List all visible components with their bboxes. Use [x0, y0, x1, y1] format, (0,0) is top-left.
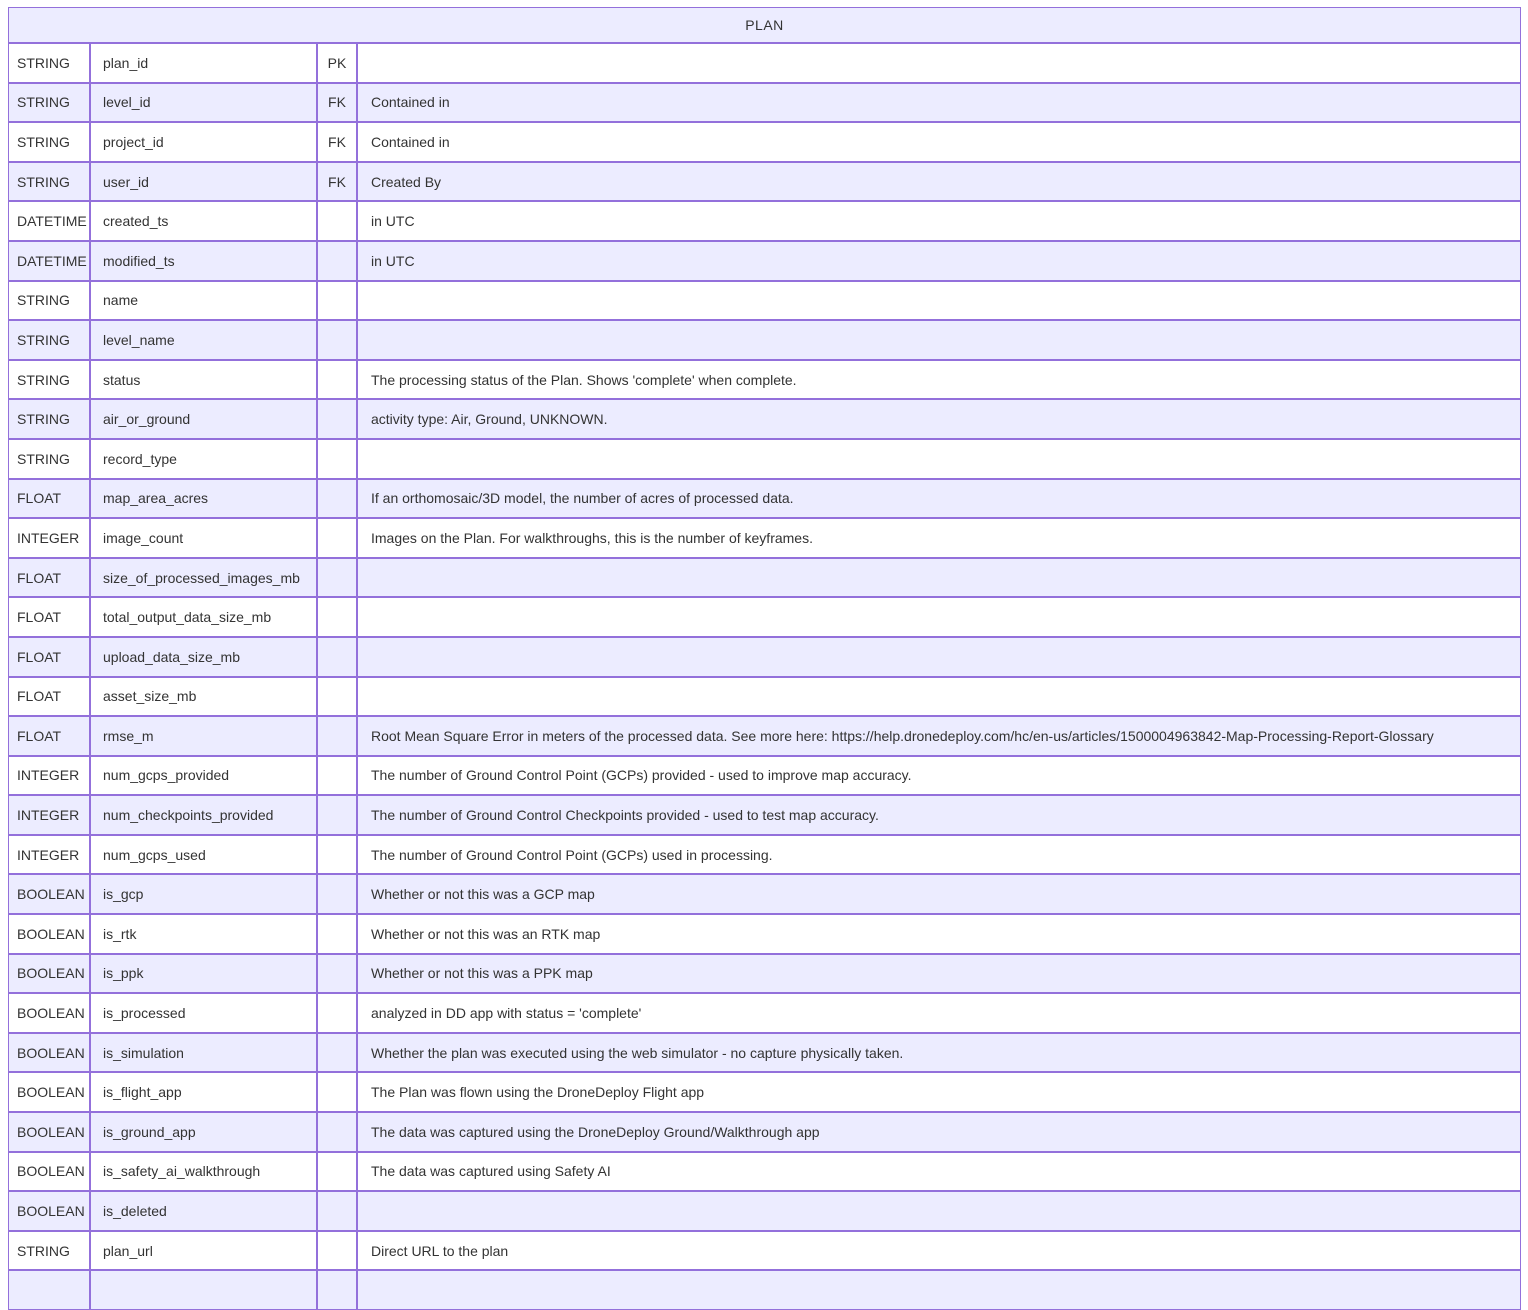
- attribute-type: BOOLEAN: [8, 914, 90, 954]
- attribute-row: [8, 320, 1521, 360]
- attribute-comment: If an orthomosaic/3D model, the number of acres of processed data.: [357, 479, 1521, 519]
- attribute-type: BOOLEAN: [8, 993, 90, 1033]
- attribute-key: [317, 281, 357, 321]
- attribute-type: FLOAT: [8, 597, 90, 637]
- attribute-type: INTEGER: [8, 518, 90, 558]
- attribute-row: [8, 1152, 1521, 1192]
- attribute-type: BOOLEAN: [8, 1112, 90, 1152]
- attribute-key: [317, 399, 357, 439]
- attribute-type: STRING: [8, 162, 90, 202]
- attribute-key: [317, 677, 357, 717]
- attribute-row: [8, 201, 1521, 241]
- attribute-key: [317, 637, 357, 677]
- attribute-type: STRING: [8, 360, 90, 400]
- attribute-type: INTEGER: [8, 795, 90, 835]
- attribute-comment: [357, 320, 1521, 360]
- attribute-type: BOOLEAN: [8, 1191, 90, 1231]
- attribute-name: is_simulation: [90, 1033, 317, 1073]
- attribute-comment: [357, 281, 1521, 321]
- entity-header-row: [8, 7, 1521, 43]
- attribute-row: [8, 558, 1521, 598]
- attribute-comment: Whether or not this was a PPK map: [357, 954, 1521, 994]
- attribute-row: [8, 677, 1521, 717]
- attribute-comment: [357, 558, 1521, 598]
- attribute-key: [317, 1112, 357, 1152]
- attribute-key: FK: [317, 83, 357, 123]
- attribute-name: is_flight_app: [90, 1072, 317, 1112]
- attribute-row: [8, 756, 1521, 796]
- attribute-name: num_gcps_provided: [90, 756, 317, 796]
- attribute-name: num_gcps_used: [90, 835, 317, 875]
- er-diagram: [8, 7, 1521, 1310]
- attribute-name: num_checkpoints_provided: [90, 795, 317, 835]
- attribute-row: [8, 954, 1521, 994]
- attribute-comment: [357, 1191, 1521, 1231]
- attribute-comment: in UTC: [357, 241, 1521, 281]
- attribute-name: total_output_data_size_mb: [90, 597, 317, 637]
- attribute-key: [317, 874, 357, 914]
- attribute-type: STRING: [8, 122, 90, 162]
- attribute-name: is_deleted: [90, 1191, 317, 1231]
- attribute-row: [8, 439, 1521, 479]
- attribute-comment: The number of Ground Control Checkpoints provided - used to test map accuracy.: [357, 795, 1521, 835]
- attribute-row: [8, 1033, 1521, 1073]
- attribute-type: FLOAT: [8, 479, 90, 519]
- attribute-row: [8, 835, 1521, 875]
- attribute-key: [317, 993, 357, 1033]
- attribute-name: plan_id: [90, 43, 317, 83]
- attribute-key: [317, 1072, 357, 1112]
- attribute-type: STRING: [8, 43, 90, 83]
- attribute-key: PK: [317, 43, 357, 83]
- attribute-row: [8, 1191, 1521, 1231]
- attribute-key: [317, 795, 357, 835]
- attribute-comment: The number of Ground Control Point (GCPs) provided - used to improve map accuracy.: [357, 756, 1521, 796]
- attribute-comment: The number of Ground Control Point (GCPs) used in processing.: [357, 835, 1521, 875]
- attribute-key: [317, 1191, 357, 1231]
- attribute-type: STRING: [8, 281, 90, 321]
- attribute-key: [317, 320, 357, 360]
- attribute-comment: [357, 637, 1521, 677]
- attribute-row: [8, 281, 1521, 321]
- attribute-comment: [357, 439, 1521, 479]
- attribute-key: [317, 1270, 357, 1310]
- attribute-key: FK: [317, 162, 357, 202]
- attribute-name: air_or_ground: [90, 399, 317, 439]
- attribute-name: status: [90, 360, 317, 400]
- attribute-row: [8, 518, 1521, 558]
- attribute-row: [8, 874, 1521, 914]
- attribute-type: INTEGER: [8, 756, 90, 796]
- attribute-key: [317, 716, 357, 756]
- attribute-name: is_gcp: [90, 874, 317, 914]
- attribute-type: STRING: [8, 1231, 90, 1271]
- attribute-comment: The Plan was flown using the DroneDeploy Flight app: [357, 1072, 1521, 1112]
- attribute-type: STRING: [8, 399, 90, 439]
- attribute-key: [317, 479, 357, 519]
- attribute-key: [317, 954, 357, 994]
- attribute-row: [8, 795, 1521, 835]
- attribute-row: [8, 360, 1521, 400]
- entity-attributes: [8, 43, 1521, 1310]
- attribute-name: is_rtk: [90, 914, 317, 954]
- attribute-comment: Images on the Plan. For walkthroughs, this is the number of keyframes.: [357, 518, 1521, 558]
- attribute-comment: in UTC: [357, 201, 1521, 241]
- attribute-type: INTEGER: [8, 835, 90, 875]
- attribute-key: [317, 1231, 357, 1271]
- attribute-comment: Direct URL to the plan: [357, 1231, 1521, 1271]
- attribute-name: modified_ts: [90, 241, 317, 281]
- attribute-key: [317, 756, 357, 796]
- attribute-type: BOOLEAN: [8, 1072, 90, 1112]
- attribute-key: [317, 1033, 357, 1073]
- attribute-key: [317, 360, 357, 400]
- attribute-name: is_ppk: [90, 954, 317, 994]
- attribute-comment: Whether or not this was a GCP map: [357, 874, 1521, 914]
- attribute-comment: Root Mean Square Error in meters of the processed data. See more here: https://help.dronedeploy.com/hc/en-us/articles/1500004963842-Map-Processing-Report-Glossary: [357, 716, 1521, 756]
- attribute-type: STRING: [8, 439, 90, 479]
- attribute-type: FLOAT: [8, 558, 90, 598]
- attribute-comment: Contained in: [357, 83, 1521, 123]
- attribute-key: [317, 518, 357, 558]
- entity-title: PLAN: [8, 7, 1521, 43]
- attribute-comment: Contained in: [357, 122, 1521, 162]
- attribute-type: DATETIME: [8, 241, 90, 281]
- attribute-comment: The data was captured using Safety AI: [357, 1152, 1521, 1192]
- attribute-type: BOOLEAN: [8, 1152, 90, 1192]
- attribute-comment: [357, 597, 1521, 637]
- attribute-name: asset_size_mb: [90, 677, 317, 717]
- attribute-name: level_name: [90, 320, 317, 360]
- attribute-name: created_ts: [90, 201, 317, 241]
- attribute-name: is_processed: [90, 993, 317, 1033]
- attribute-name: rmse_m: [90, 716, 317, 756]
- attribute-row: [8, 479, 1521, 519]
- attribute-type: FLOAT: [8, 637, 90, 677]
- attribute-name: name: [90, 281, 317, 321]
- attribute-name: upload_data_size_mb: [90, 637, 317, 677]
- attribute-type: FLOAT: [8, 716, 90, 756]
- attribute-row: [8, 241, 1521, 281]
- attribute-row: [8, 43, 1521, 83]
- attribute-row: [8, 637, 1521, 677]
- attribute-key: [317, 201, 357, 241]
- attribute-type: [8, 1270, 90, 1310]
- attribute-row: [8, 993, 1521, 1033]
- attribute-key: [317, 914, 357, 954]
- attribute-comment: Whether or not this was an RTK map: [357, 914, 1521, 954]
- attribute-comment: Created By: [357, 162, 1521, 202]
- attribute-row: [8, 122, 1521, 162]
- attribute-key: [317, 1152, 357, 1192]
- attribute-name: project_id: [90, 122, 317, 162]
- attribute-type: STRING: [8, 320, 90, 360]
- attribute-type: BOOLEAN: [8, 954, 90, 994]
- attribute-name: is_safety_ai_walkthrough: [90, 1152, 317, 1192]
- attribute-key: [317, 439, 357, 479]
- attribute-row: [8, 1112, 1521, 1152]
- attribute-type: STRING: [8, 83, 90, 123]
- attribute-row: [8, 597, 1521, 637]
- attribute-row: [8, 83, 1521, 123]
- attribute-key: [317, 597, 357, 637]
- attribute-name: map_area_acres: [90, 479, 317, 519]
- attribute-name: is_ground_app: [90, 1112, 317, 1152]
- attribute-comment: [357, 1270, 1521, 1310]
- attribute-comment: activity type: Air, Ground, UNKNOWN.: [357, 399, 1521, 439]
- attribute-type: FLOAT: [8, 677, 90, 717]
- attribute-comment: analyzed in DD app with status = 'complete': [357, 993, 1521, 1033]
- attribute-name: user_id: [90, 162, 317, 202]
- attribute-row: [8, 162, 1521, 202]
- attribute-row: [8, 399, 1521, 439]
- attribute-row: [8, 1072, 1521, 1112]
- attribute-comment: The processing status of the Plan. Shows 'complete' when complete.: [357, 360, 1521, 400]
- attribute-row: [8, 716, 1521, 756]
- attribute-key: [317, 835, 357, 875]
- attribute-key: [317, 558, 357, 598]
- attribute-name: plan_url: [90, 1231, 317, 1271]
- attribute-comment: The data was captured using the DroneDeploy Ground/Walkthrough app: [357, 1112, 1521, 1152]
- attribute-row: [8, 1231, 1521, 1271]
- attribute-comment: [357, 677, 1521, 717]
- attribute-type: BOOLEAN: [8, 1033, 90, 1073]
- attribute-type: BOOLEAN: [8, 874, 90, 914]
- attribute-type: DATETIME: [8, 201, 90, 241]
- attribute-name: size_of_processed_images_mb: [90, 558, 317, 598]
- entity-table-plan: [8, 7, 1521, 1310]
- attribute-name: record_type: [90, 439, 317, 479]
- attribute-name: [90, 1270, 317, 1310]
- attribute-comment: Whether the plan was executed using the web simulator - no capture physically taken.: [357, 1033, 1521, 1073]
- attribute-key: [317, 241, 357, 281]
- attribute-comment: [357, 43, 1521, 83]
- attribute-name: image_count: [90, 518, 317, 558]
- attribute-row-partial: [8, 1270, 1521, 1310]
- attribute-name: level_id: [90, 83, 317, 123]
- attribute-key: FK: [317, 122, 357, 162]
- attribute-row: [8, 914, 1521, 954]
